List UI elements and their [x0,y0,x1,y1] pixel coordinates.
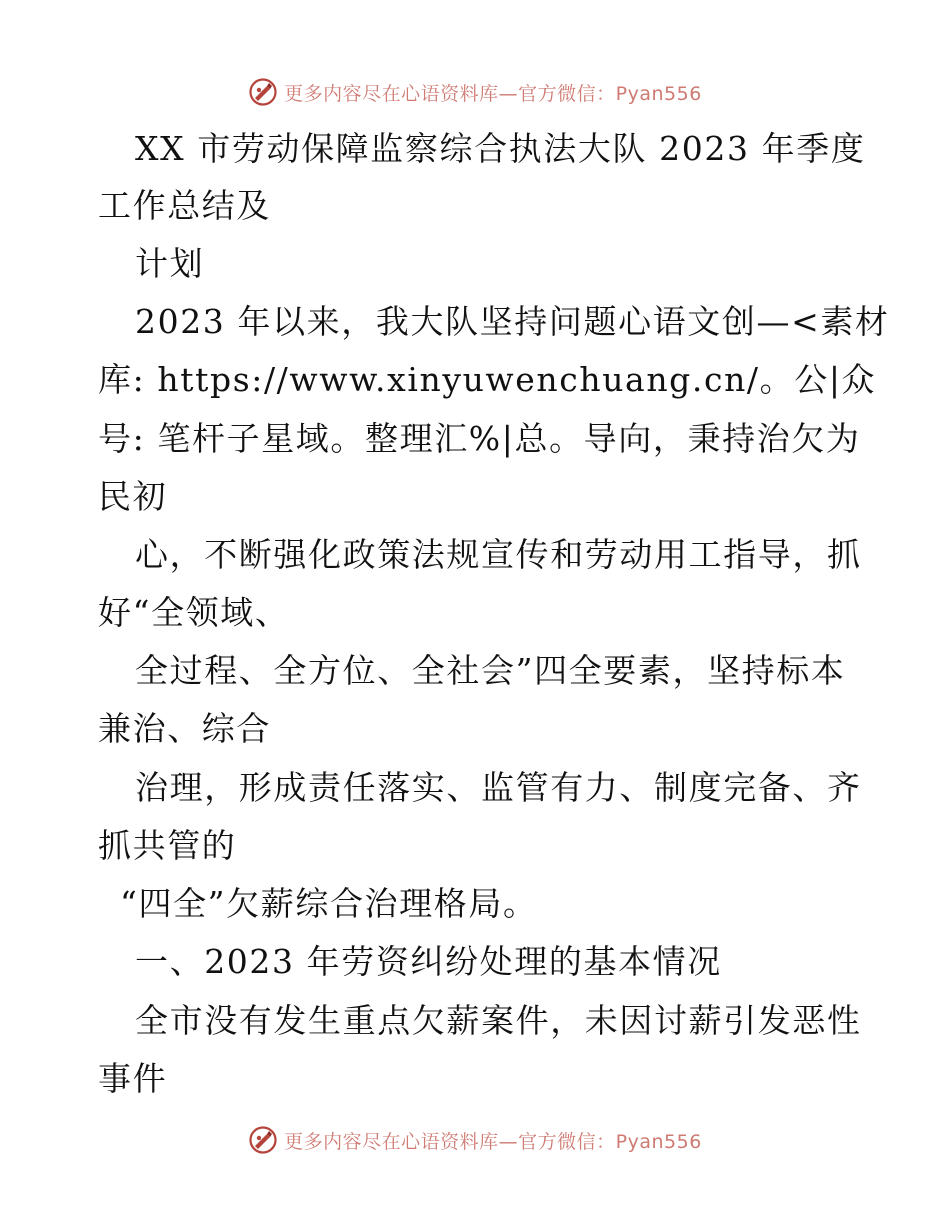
watermark-banner-bottom [0,1120,950,1160]
paragraph-line: “四全”欠薪综合治理格局。 [120,884,538,923]
pen-seal-logo-icon [248,77,278,107]
paragraph-line: 号: 笔杆子星域。整理汇%|总。导向，秉持治欠为 [98,419,861,458]
pen-seal-logo-icon [248,1125,278,1155]
watermark-banner-top [0,72,950,112]
title-line-2: 工作总结及 [98,186,271,225]
paragraph-line: 心，不断强化政策法规宣传和劳动用工指导，抓 [135,535,862,574]
paragraph-line: 全过程、全方位、全社会”四全要素，坚持标本 [135,651,846,690]
paragraph-line: 抓共管的 [98,826,237,865]
paragraph-line: 民初 [98,477,168,516]
title-line-3: 计划 [135,244,205,283]
watermark-text: 更多内容尽在心语资料库—官方微信：Pyan556 [284,82,702,105]
watermark-text: 更多内容尽在心语资料库—官方微信：Pyan556 [284,1130,702,1153]
paragraph-line: 2023 年以来，我大队坚持问题心语文创—<素材 [135,302,890,341]
paragraph-line: 全市没有发生重点欠薪案件，未因讨薪引发恶性 [135,1001,862,1040]
title-line-1: XX 市劳动保障监察综合执法大队 2023 年季度 [135,129,866,168]
paragraph-line: 治理，形成责任落实、监管有力、制度完备、齐 [135,768,862,807]
section-heading: 一、2023 年劳资纠纷处理的基本情况 [135,942,722,981]
paragraph-line: 兼治、综合 [98,709,271,748]
paragraph-line: 事件 [98,1059,168,1098]
paragraph-line: 库: https://www.xinyuwenchuang.cn/。公|众 [98,360,877,399]
paragraph-line: 好“全领域、 [98,593,290,632]
